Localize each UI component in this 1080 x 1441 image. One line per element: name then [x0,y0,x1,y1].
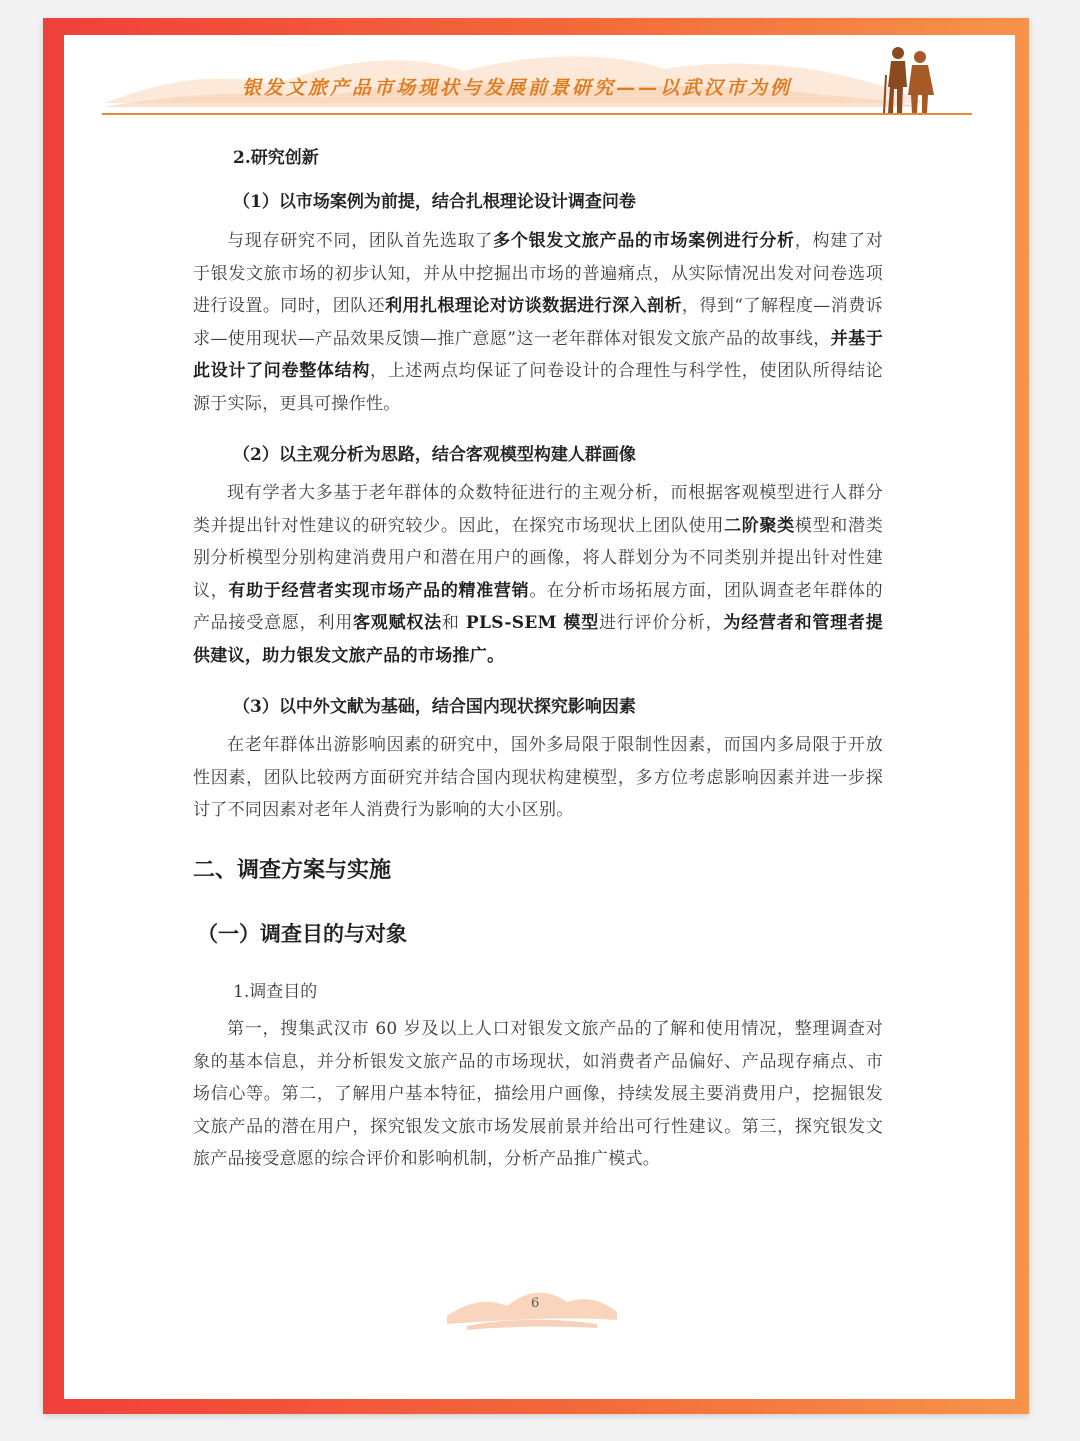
body-text: 模型和潜类别分析模型分别构建消费用户和潜在用户的画像，将人群划分为不同类别并提出针对性建议， [193,515,884,601]
emphasis-text: 二阶聚类 [724,515,795,536]
paragraph-2 [193,477,883,673]
subsection-heading-3: （3）以中外文献为基础，结合国内现状探究影响因素 [233,697,636,717]
emphasis-text: 为经营者和管理者提供建议，助力银发文旅产品的市场推广。 [193,613,884,666]
body-text: 在老年群体出游影响因素的研究中，国外多局限于限制性因素，而国内多局限于开放性因素，团队比较两方面研究并结合国内现状构建模型，多方位考虑影响因素并进一步探讨了不同因素对老年人消费行为影响的大小区别。 [193,735,883,821]
section-heading: 2.研究创新 [233,148,319,168]
body-text: 现有学者大多基于老年群体的众数特征进行的主观分析，而根据客观模型进行人群分类并提出针对性建议的研究较少。因此，在探究市场现状上团队使用 [193,483,883,536]
subsection-heading-2: （2）以主观分析为思路，结合客观模型构建人群画像 [233,445,636,465]
subsection-heading-1: （1）以市场案例为前提，结合扎根理论设计调查问卷 [233,192,636,212]
chapter-subtitle: （一）调查目的与对象 [197,922,407,946]
emphasis-text: 并基于此设计了问卷整体结构 [193,328,883,382]
paragraph-3 [193,729,883,827]
paragraph-1 [193,225,883,421]
emphasis-text: 客观赋权法 [353,613,442,634]
document-page [64,35,1015,1399]
emphasis-text: 多个银发文旅产品的市场案例进行分析 [493,231,795,251]
emphasis-text: 利用扎根理论对访谈数据进行深入剖析 [385,296,682,317]
body-text: ，构建了对于银发文旅市场的初步认知，并从中挖掘出市场的普遍痛点，从实际情况出发对问卷选项进行设置。同时，团队还 [193,231,883,317]
purpose-heading: 1.调查目的 [233,982,318,1002]
body-text: 和 [441,613,466,634]
body-text: 与现存研究不同，团队首先选取了 [227,231,494,251]
header-title: 银发文旅产品市场现状与发展前景研究——以武汉市为例 [242,77,793,99]
page-number: 6 [531,1296,540,1311]
emphasis-text: PLS-SEM 模型 [465,613,599,634]
body-text: ，上述两点均保证了问卷设计的合理性与科学性，使团队所得结论源于实际，更具可操作性。 [193,361,884,414]
emphasis-text: 有助于经营者实现市场产品的精准营销 [228,580,530,601]
chapter-title: 二、调查方案与实施 [193,858,392,883]
header-divider [102,113,972,115]
elderly-couple-icon [878,45,942,115]
body-text: 进行评价分析， [599,613,724,634]
body-text: 。在分析市场拓展方面，团队调查老年群体的产品接受意愿，利用 [193,580,883,634]
purpose-paragraph: 第一，搜集武汉市 60 岁及以上人口对银发文旅产品的了解和使用情况，整理调查对象的基本信息，并分析银发文旅产品的市场现状，如消费者产品偏好、产品现存痛点、市场信心等。第二，了解用户基本特征，描绘用户画像，持续发展主要消费用户，挖掘银发文旅产品的潜在用户，探究银发文旅市场发展前景并给出可行性建议。第三，探究银发文旅产品接受意愿的综合评价和影响机制，分析产品推广模式。 [193,1019,883,1170]
body-text: ，得到“了解程度—消费诉求—使用现状—产品效果反馈—推广意愿”这一老年群体对银发文旅产品的故事线， [193,296,883,349]
